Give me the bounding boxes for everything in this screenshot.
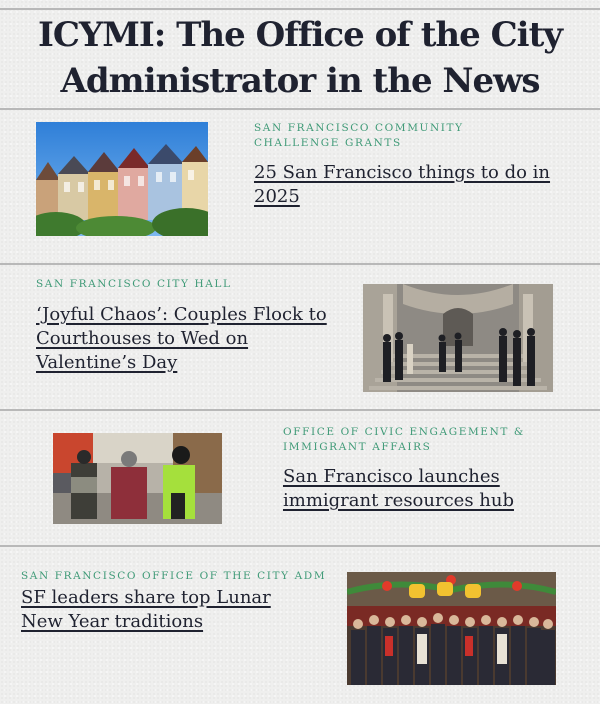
divider-2 <box>0 409 600 411</box>
article-2-headline-link[interactable]: ‘Joyful Chaos’: Couples Flock to Courthouses to Wed on Valentine’s Day <box>36 304 327 373</box>
article-3-headline-link[interactable]: San Francisco launches immigrant resources hub <box>283 466 514 511</box>
article-4-category: SAN FRANCISCO OFFICE OF THE CITY ADM <box>21 570 327 582</box>
article-3-image[interactable] <box>53 433 222 524</box>
page-title-line1: ICYMI: The Office of the City <box>37 15 563 55</box>
article-2-category: SAN FRANCISCO CITY HALL <box>36 278 232 290</box>
divider-3 <box>0 545 600 547</box>
article-3-category: OFFICE OF CIVIC ENGAGEMENT & IMMIGRANT AFFAIRS <box>283 426 525 453</box>
divider-1 <box>0 263 600 265</box>
article-4-image[interactable] <box>347 572 556 685</box>
article-2-image[interactable] <box>363 284 553 392</box>
page-title <box>0 12 600 104</box>
page-title-line2: Administrator in the News <box>60 61 540 101</box>
article-1-headline-link[interactable]: 25 San Francisco things to do in 2025 <box>254 162 551 207</box>
title-divider <box>0 108 600 110</box>
article-1-category: SAN FRANCISCO COMMUNITY CHALLENGE GRANTS <box>254 122 464 149</box>
article-1-image[interactable] <box>36 122 208 236</box>
top-divider <box>0 8 600 10</box>
article-4-headline-link[interactable]: SF leaders share top Lunar New Year traditions <box>21 587 271 632</box>
